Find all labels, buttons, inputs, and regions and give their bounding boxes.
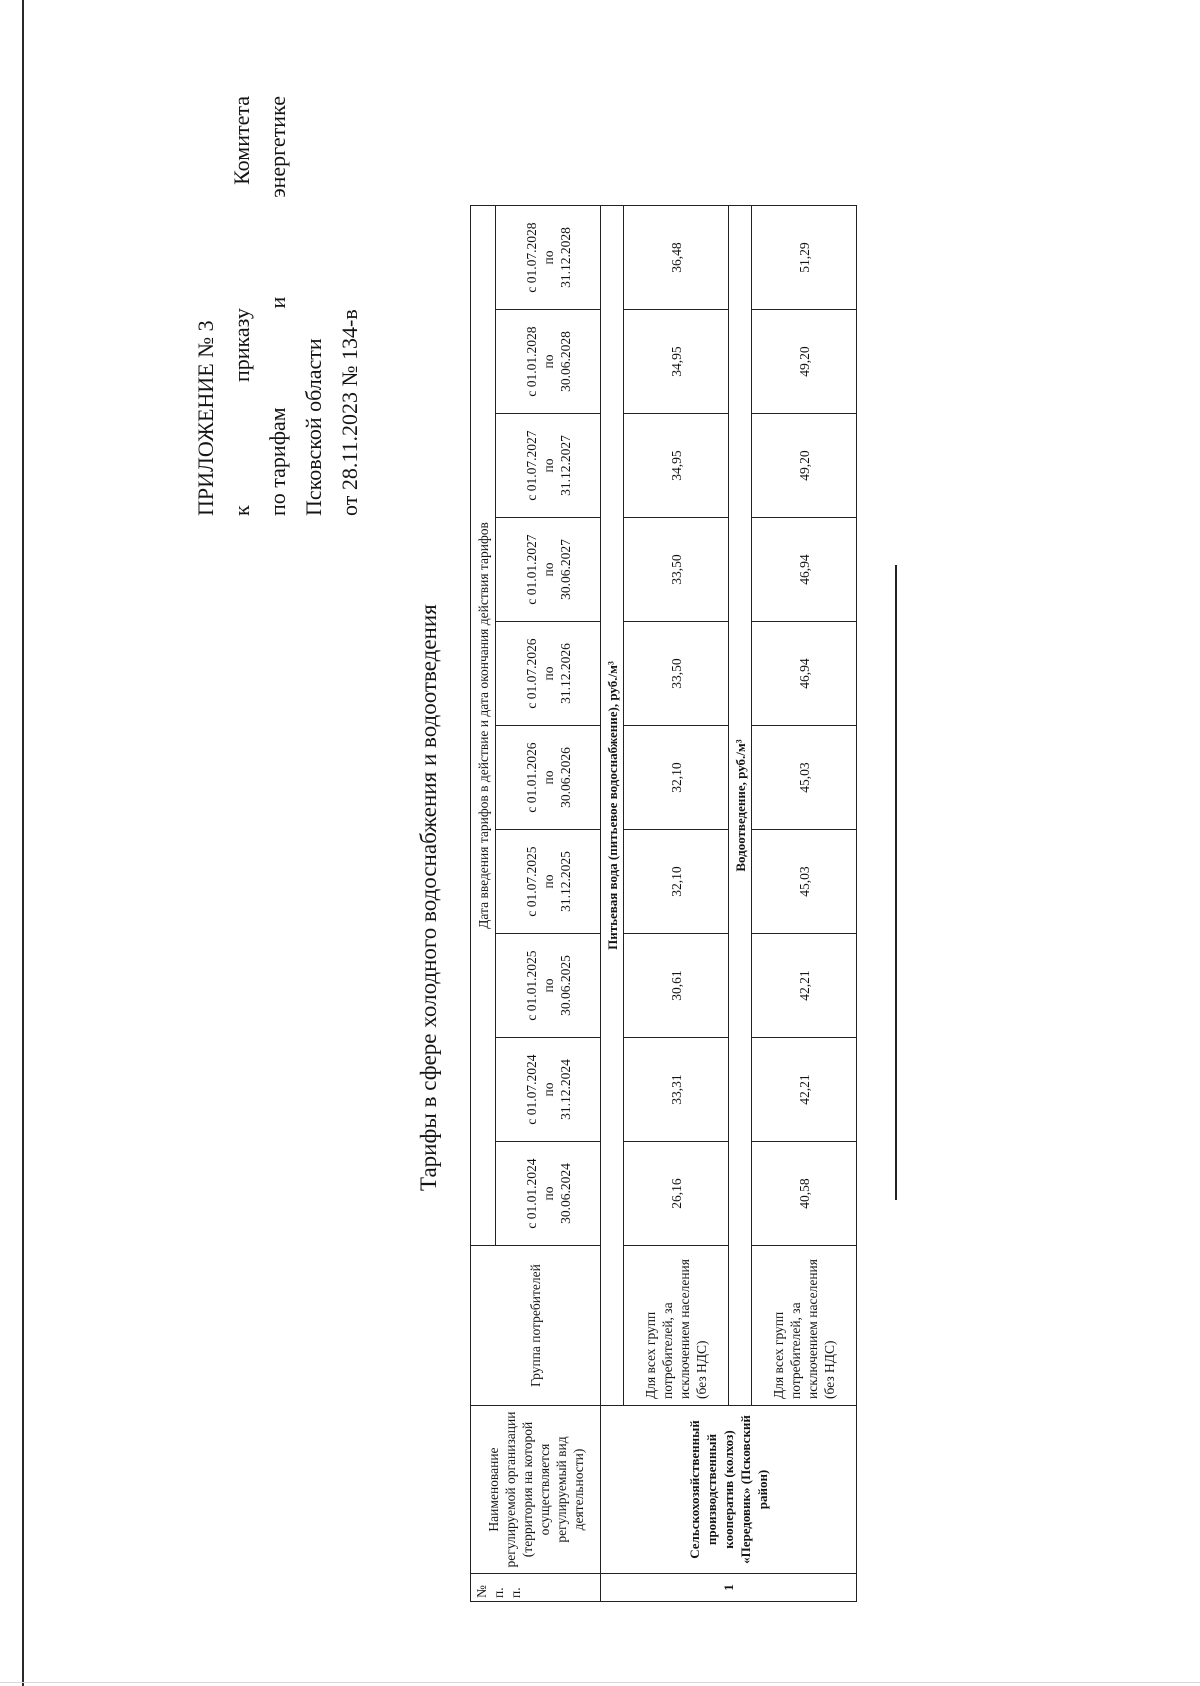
- tariff-value: 30,61: [624, 934, 729, 1038]
- period-header: с 01.07.2024 по 31.12.2024: [496, 1038, 601, 1142]
- tariff-value: 51,29: [752, 206, 857, 310]
- section-row-sewerage: [729, 206, 752, 1602]
- header-group: Группа потребителей: [471, 1246, 601, 1406]
- tariff-value: 40,58: [752, 1142, 857, 1246]
- period-header: с 01.07.2027 по 31.12.2027: [496, 414, 601, 518]
- appendix-line-2: к приказу Комитета: [229, 96, 254, 516]
- header-organization: Наименование регулируемой организации (территория на которой осуществляется регулируемый вид деятельности): [471, 1406, 601, 1574]
- header-num: № п. п.: [471, 1574, 601, 1602]
- table-row: [624, 206, 729, 1602]
- separator-line: [895, 565, 897, 1200]
- tariff-value: 49,20: [752, 310, 857, 414]
- appendix-title: ПРИЛОЖЕНИЕ № 3: [193, 320, 218, 516]
- section-title-water: Питьевая вода (питьевое водоснабжение), руб./м³: [601, 206, 624, 1406]
- period-header: с 01.01.2028 по 30.06.2028: [496, 310, 601, 414]
- header-row-1: [471, 206, 496, 1602]
- document-title: Тарифы в сфере холодного водоснабжения и водоотведения: [416, 604, 441, 1191]
- tariff-value: 46,94: [752, 518, 857, 622]
- section-row-water: [601, 206, 624, 1602]
- period-header: с 01.01.2025 по 30.06.2025: [496, 934, 601, 1038]
- appendix-block: [188, 76, 368, 516]
- tariff-value: 32,10: [624, 830, 729, 934]
- appendix-region: Псковской области: [301, 338, 326, 516]
- tariff-value: 36,48: [624, 206, 729, 310]
- appendix-line-3: по тарифам и энергетике: [265, 96, 290, 516]
- organization-name: Сельскохозяйственный производственный кооператив (колхоз) «Передовик» (Псковский район): [601, 1406, 857, 1574]
- tariff-value: 34,95: [624, 310, 729, 414]
- table-row: [752, 206, 857, 1602]
- tariff-value: 46,94: [752, 622, 857, 726]
- tariff-table: [470, 205, 857, 1602]
- period-header: с 01.07.2025 по 31.12.2025: [496, 830, 601, 934]
- period-header: с 01.01.2024 по 30.06.2024: [496, 1142, 601, 1246]
- period-header: с 01.01.2027 по 30.06.2027: [496, 518, 601, 622]
- tariff-value: 33,50: [624, 622, 729, 726]
- tariff-value: 26,16: [624, 1142, 729, 1246]
- consumer-group: Для всех групп потребителей, за исключением населения (без НДС): [752, 1246, 857, 1406]
- tariff-value: 33,50: [624, 518, 729, 622]
- tariff-table-wrap: [470, 205, 857, 1602]
- tariff-value: 42,21: [752, 934, 857, 1038]
- tariff-value: 45,03: [752, 726, 857, 830]
- period-header: с 01.01.2026 по 30.06.2026: [496, 726, 601, 830]
- consumer-group: Для всех групп потребителей, за исключением населения (без НДС): [624, 1246, 729, 1406]
- tariff-value: 45,03: [752, 830, 857, 934]
- tariff-value: 33,31: [624, 1038, 729, 1142]
- tariff-value: 34,95: [624, 414, 729, 518]
- period-header: с 01.07.2028 по 31.12.2028: [496, 206, 601, 310]
- tariff-value: 32,10: [624, 726, 729, 830]
- period-header: с 01.07.2026 по 31.12.2026: [496, 622, 601, 726]
- tariff-value: 42,21: [752, 1038, 857, 1142]
- appendix-order-date: от 28.11.2023 № 134-в: [337, 309, 362, 516]
- section-title-sewerage: Водоотведение, руб./м³: [729, 206, 752, 1406]
- header-dates-title: Дата введения тарифов в действие и дата окончания действия тарифов: [471, 206, 496, 1246]
- tariff-value: 49,20: [752, 414, 857, 518]
- row-number: 1: [601, 1574, 857, 1602]
